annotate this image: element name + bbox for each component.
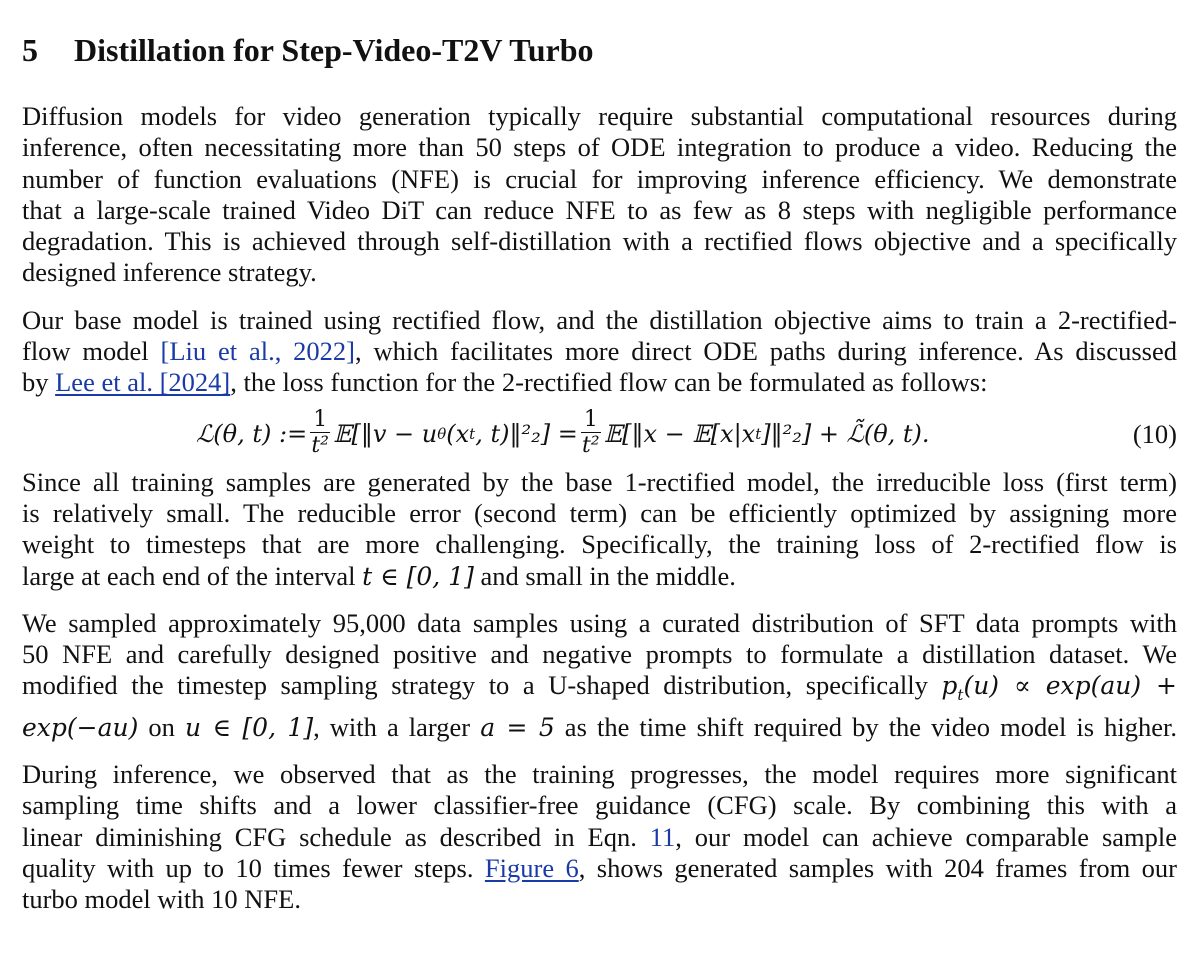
paragraph-line: Since all training samples are generated by the base 1-rectified model, the irreducible loss (first term)	[22, 466, 1177, 497]
text-fragment: , shows generated samples with 204 frames from our	[578, 852, 1177, 883]
paragraph-line	[22, 670, 1177, 711]
paragraph-base-model	[22, 305, 1177, 399]
text-fragment: , the loss function for the 2-rectified flow can be formulated as follows:	[230, 367, 988, 398]
text-fragment: on	[138, 711, 186, 742]
paper-page	[22, 28, 1177, 916]
inline-math: u ∈ [0, 1]	[185, 712, 314, 742]
equation-term: 𝔼[‖v − u	[333, 419, 438, 448]
section-title: Distillation for Step-Video-T2V Turbo	[74, 32, 594, 68]
text-fragment: , which facilitates more direct ODE paths during inference. As discussed	[355, 336, 1177, 367]
paragraph-line: sampling time shifts and a lower classifier-free guidance (CFG) scale. By combining this with a	[22, 790, 1177, 821]
text-fragment: linear diminishing CFG schedule as described in Eqn.	[22, 821, 650, 852]
fraction-denominator: t²	[581, 433, 600, 459]
text-fragment: large at each end of the interval	[22, 560, 363, 591]
paragraph-line	[22, 712, 1177, 743]
inline-math	[941, 671, 1177, 705]
equation-body	[196, 403, 930, 465]
equation-term: ]‖²₂] + ℒ̃(θ, t).	[761, 419, 930, 448]
inline-math: a = 5	[480, 712, 555, 742]
section-number: 5	[22, 32, 38, 68]
paragraph-intro	[22, 101, 1177, 289]
equation-term: (x	[446, 419, 470, 448]
paragraph-line	[22, 336, 1177, 367]
paragraph-line: number of function evaluations (NFE) is crucial for improving inference efficiency. We demonstrate	[22, 163, 1177, 194]
inline-math: t ∈ [0, 1]	[362, 561, 474, 591]
text-fragment: flow model	[22, 336, 161, 367]
text-fragment: modified the timestep sampling strategy to a U-shaped distribution, specifically	[22, 670, 942, 701]
figure-ref-link[interactable]: Figure 6	[484, 852, 579, 883]
fraction-numerator: 1	[581, 408, 601, 433]
paragraph-line	[22, 561, 1177, 592]
equation-lhs: ℒ(θ, t) :=	[196, 419, 308, 448]
equation-subscript: t	[469, 424, 476, 443]
equation-term: , t)‖²₂] =	[475, 419, 578, 448]
paragraph-sampling	[22, 608, 1177, 743]
paragraph-line: Our base model is trained using rectified flow, and the distillation objective aims to train a 2-rectified-	[22, 304, 1177, 335]
fraction-denominator: t²	[311, 433, 330, 459]
text-fragment: as the time shift required by the video model is higher.	[554, 711, 1178, 742]
equation-number: (10)	[1132, 418, 1177, 449]
math-expression: (u) ∝ exp(au) +	[963, 671, 1177, 701]
equation-term: 𝔼[‖x − 𝔼[x|x	[603, 419, 756, 448]
text-fragment: , our model can achieve comparable sample	[675, 821, 1178, 852]
paragraph-inference	[22, 759, 1177, 915]
paragraph-line: degradation. This is achieved through self-distillation with a rectified flows objective and a specifically	[22, 226, 1177, 257]
paragraph-line: that a large-scale trained Video DiT can reduce NFE to as few as 8 steps with negligible performance	[22, 194, 1177, 225]
text-fragment: and small in the middle.	[473, 560, 736, 591]
equation-subscript: t	[755, 424, 762, 443]
paragraph-line: inference, often necessitating more than 50 steps of ODE integration to produce a video. Reducing the	[22, 132, 1177, 163]
equation-10	[22, 403, 1177, 465]
text-fragment: , with a larger	[313, 711, 481, 742]
text-fragment: quality with up to 10 times fewer steps.	[22, 852, 485, 883]
paragraph-line: We sampled approximately 95,000 data samples using a curated distribution of SFT data prompts with	[22, 607, 1177, 638]
paragraph-line: weight to timesteps that are more challenging. Specifically, the training loss of 2-rectified flow is	[22, 529, 1177, 560]
paragraph-line	[22, 367, 1177, 398]
fraction	[310, 408, 330, 459]
paragraph-line: designed inference strategy.	[22, 257, 317, 288]
paragraph-line: Diffusion models for video generation typically require substantial computational resources during	[22, 101, 1177, 131]
citation-link-liu-2022[interactable]: [Liu et al., 2022]	[160, 336, 356, 367]
fraction-numerator: 1	[310, 408, 330, 433]
paragraph-line	[22, 822, 1177, 853]
math-symbol: p	[941, 671, 958, 701]
inline-math: exp(−au)	[22, 712, 139, 742]
equation-ref-link[interactable]: 11	[649, 821, 676, 852]
equation-subscript: θ	[437, 424, 447, 443]
citation-link-lee-2024[interactable]: Lee et al. [2024]	[55, 367, 231, 398]
paragraph-loss-explanation	[22, 467, 1177, 592]
fraction	[581, 408, 601, 459]
paragraph-line: During inference, we observed that as the training progresses, the model requires more significant	[22, 759, 1177, 790]
section-heading	[22, 28, 1177, 72]
paragraph-line: is relatively small. The reducible error (second term) can be efficiently optimized by assigning more	[22, 497, 1177, 528]
math-subscript: t	[957, 686, 964, 705]
paragraph-line: turbo model with 10 NFE.	[22, 884, 301, 915]
paragraph-line: 50 NFE and carefully designed positive and negative prompts to formulate a distillation dataset. We	[22, 639, 1177, 670]
text-fragment: by	[22, 367, 56, 398]
paragraph-line	[22, 853, 1177, 884]
